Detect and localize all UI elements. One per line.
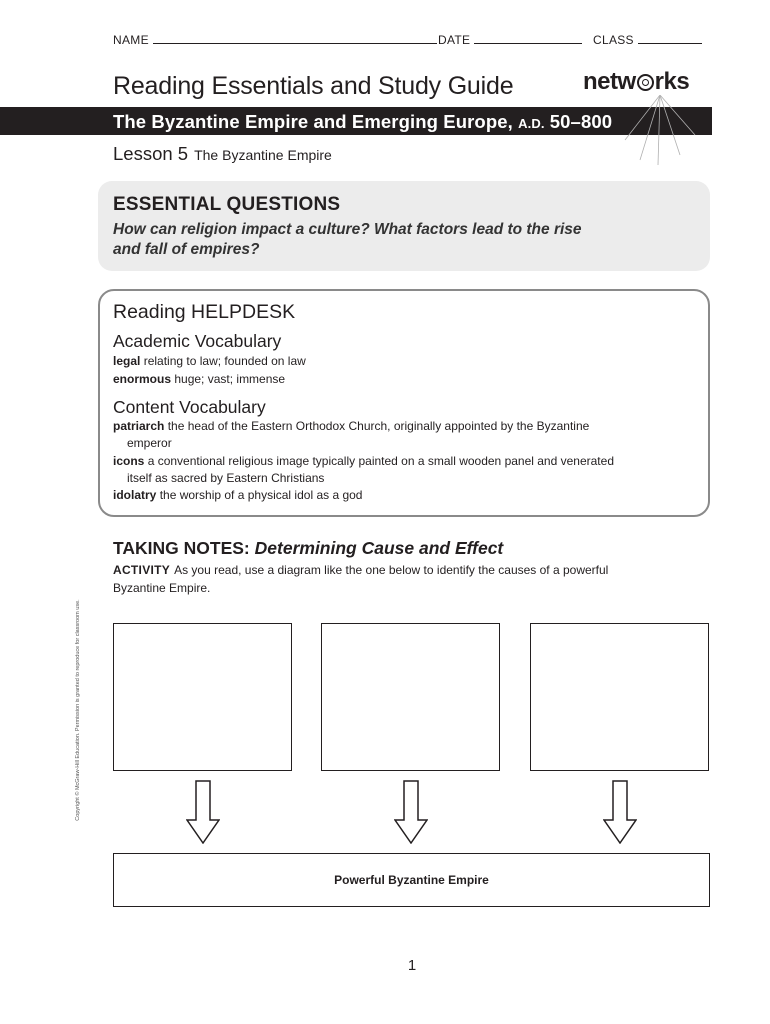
academic-vocabulary-heading: Academic Vocabulary [113, 331, 282, 351]
essential-questions-title: ESSENTIAL QUESTIONS [113, 194, 341, 215]
name-label: NAME [113, 33, 149, 47]
activity-label: ACTIVITY [113, 563, 171, 577]
date-field[interactable] [438, 33, 582, 47]
down-arrow-icon [394, 780, 428, 844]
page-number: 1 [407, 957, 417, 974]
page-title: Reading Essentials and Study Guide [113, 72, 514, 100]
vocab-item-enormous [113, 371, 693, 388]
vocab-definition: the head of the Eastern Orthodox Church, originally appointed by the Byzantine [167, 419, 590, 433]
banner-era: A.D. [518, 116, 545, 131]
cause-box-2[interactable] [321, 623, 500, 771]
class-line [638, 33, 702, 44]
lesson-number: Lesson 5 [113, 143, 189, 164]
vocab-term: idolatry [113, 488, 157, 502]
lesson-name: The Byzantine Empire [194, 147, 332, 163]
name-line [153, 33, 437, 44]
vocab-definition: the worship of a physical idol as a god [159, 488, 363, 502]
banner-main: The Byzantine Empire and Emerging Europe, [113, 111, 513, 132]
effect-label: Powerful Byzantine Empire [334, 873, 489, 887]
essential-question-line-1: How can religion impact a culture? What factors lead to the rise [113, 221, 582, 238]
helpdesk-title: Reading HELPDESK [113, 301, 296, 323]
activity-instructions [113, 561, 683, 597]
essential-question-line-2: and fall of empires? [113, 241, 260, 258]
logo-o-icon [637, 74, 654, 91]
class-field[interactable] [593, 33, 702, 47]
logo-text-after: rks [654, 68, 690, 95]
date-label: DATE [438, 33, 471, 47]
cause-box-1[interactable] [113, 623, 292, 771]
essential-questions-text [113, 220, 673, 260]
vocab-item-idolatry [113, 487, 693, 504]
vocab-definition: a conventional religious image typically painted on a small wooden panel and venerated [147, 454, 614, 468]
vocab-definition: huge; vast; immense [174, 372, 286, 386]
taking-notes-label: TAKING NOTES: [113, 538, 250, 558]
effect-box[interactable] [113, 853, 710, 907]
vocab-definition-cont: itself as sacred by Eastern Christians [127, 471, 325, 485]
vocab-definition-cont: emperor [127, 436, 172, 450]
class-label: CLASS [593, 33, 634, 47]
down-arrow-icon [603, 780, 637, 844]
vocab-item-legal [113, 353, 693, 370]
vocab-term: enormous [113, 372, 172, 386]
copyright-notice: Copyright © McGraw-Hill Education. Permission is granted to reproduce for classroom use. [75, 599, 81, 821]
date-line [474, 33, 582, 44]
vocab-term: legal [113, 354, 141, 368]
content-vocabulary-heading: Content Vocabulary [113, 397, 266, 417]
activity-text-line-1: As you read, use a diagram like the one below to identify the causes of a powerful [174, 563, 609, 577]
vocab-item-icons [113, 453, 693, 487]
cause-box-3[interactable] [530, 623, 709, 771]
logo-rays-decoration [620, 95, 700, 165]
lesson-heading [113, 143, 332, 165]
vocab-term: icons [113, 454, 145, 468]
taking-notes-subtitle: Determining Cause and Effect [254, 538, 504, 558]
vocab-term: patriarch [113, 419, 165, 433]
taking-notes-title [113, 538, 503, 559]
banner-years: 50–800 [549, 111, 613, 132]
logo-text-before: netw [583, 68, 636, 95]
activity-text-line-2: Byzantine Empire. [113, 581, 211, 595]
banner-title [113, 111, 612, 133]
vocab-item-patriarch [113, 418, 693, 452]
vocab-definition: relating to law; founded on law [143, 354, 306, 368]
name-field[interactable] [113, 33, 437, 47]
down-arrow-icon [186, 780, 220, 844]
